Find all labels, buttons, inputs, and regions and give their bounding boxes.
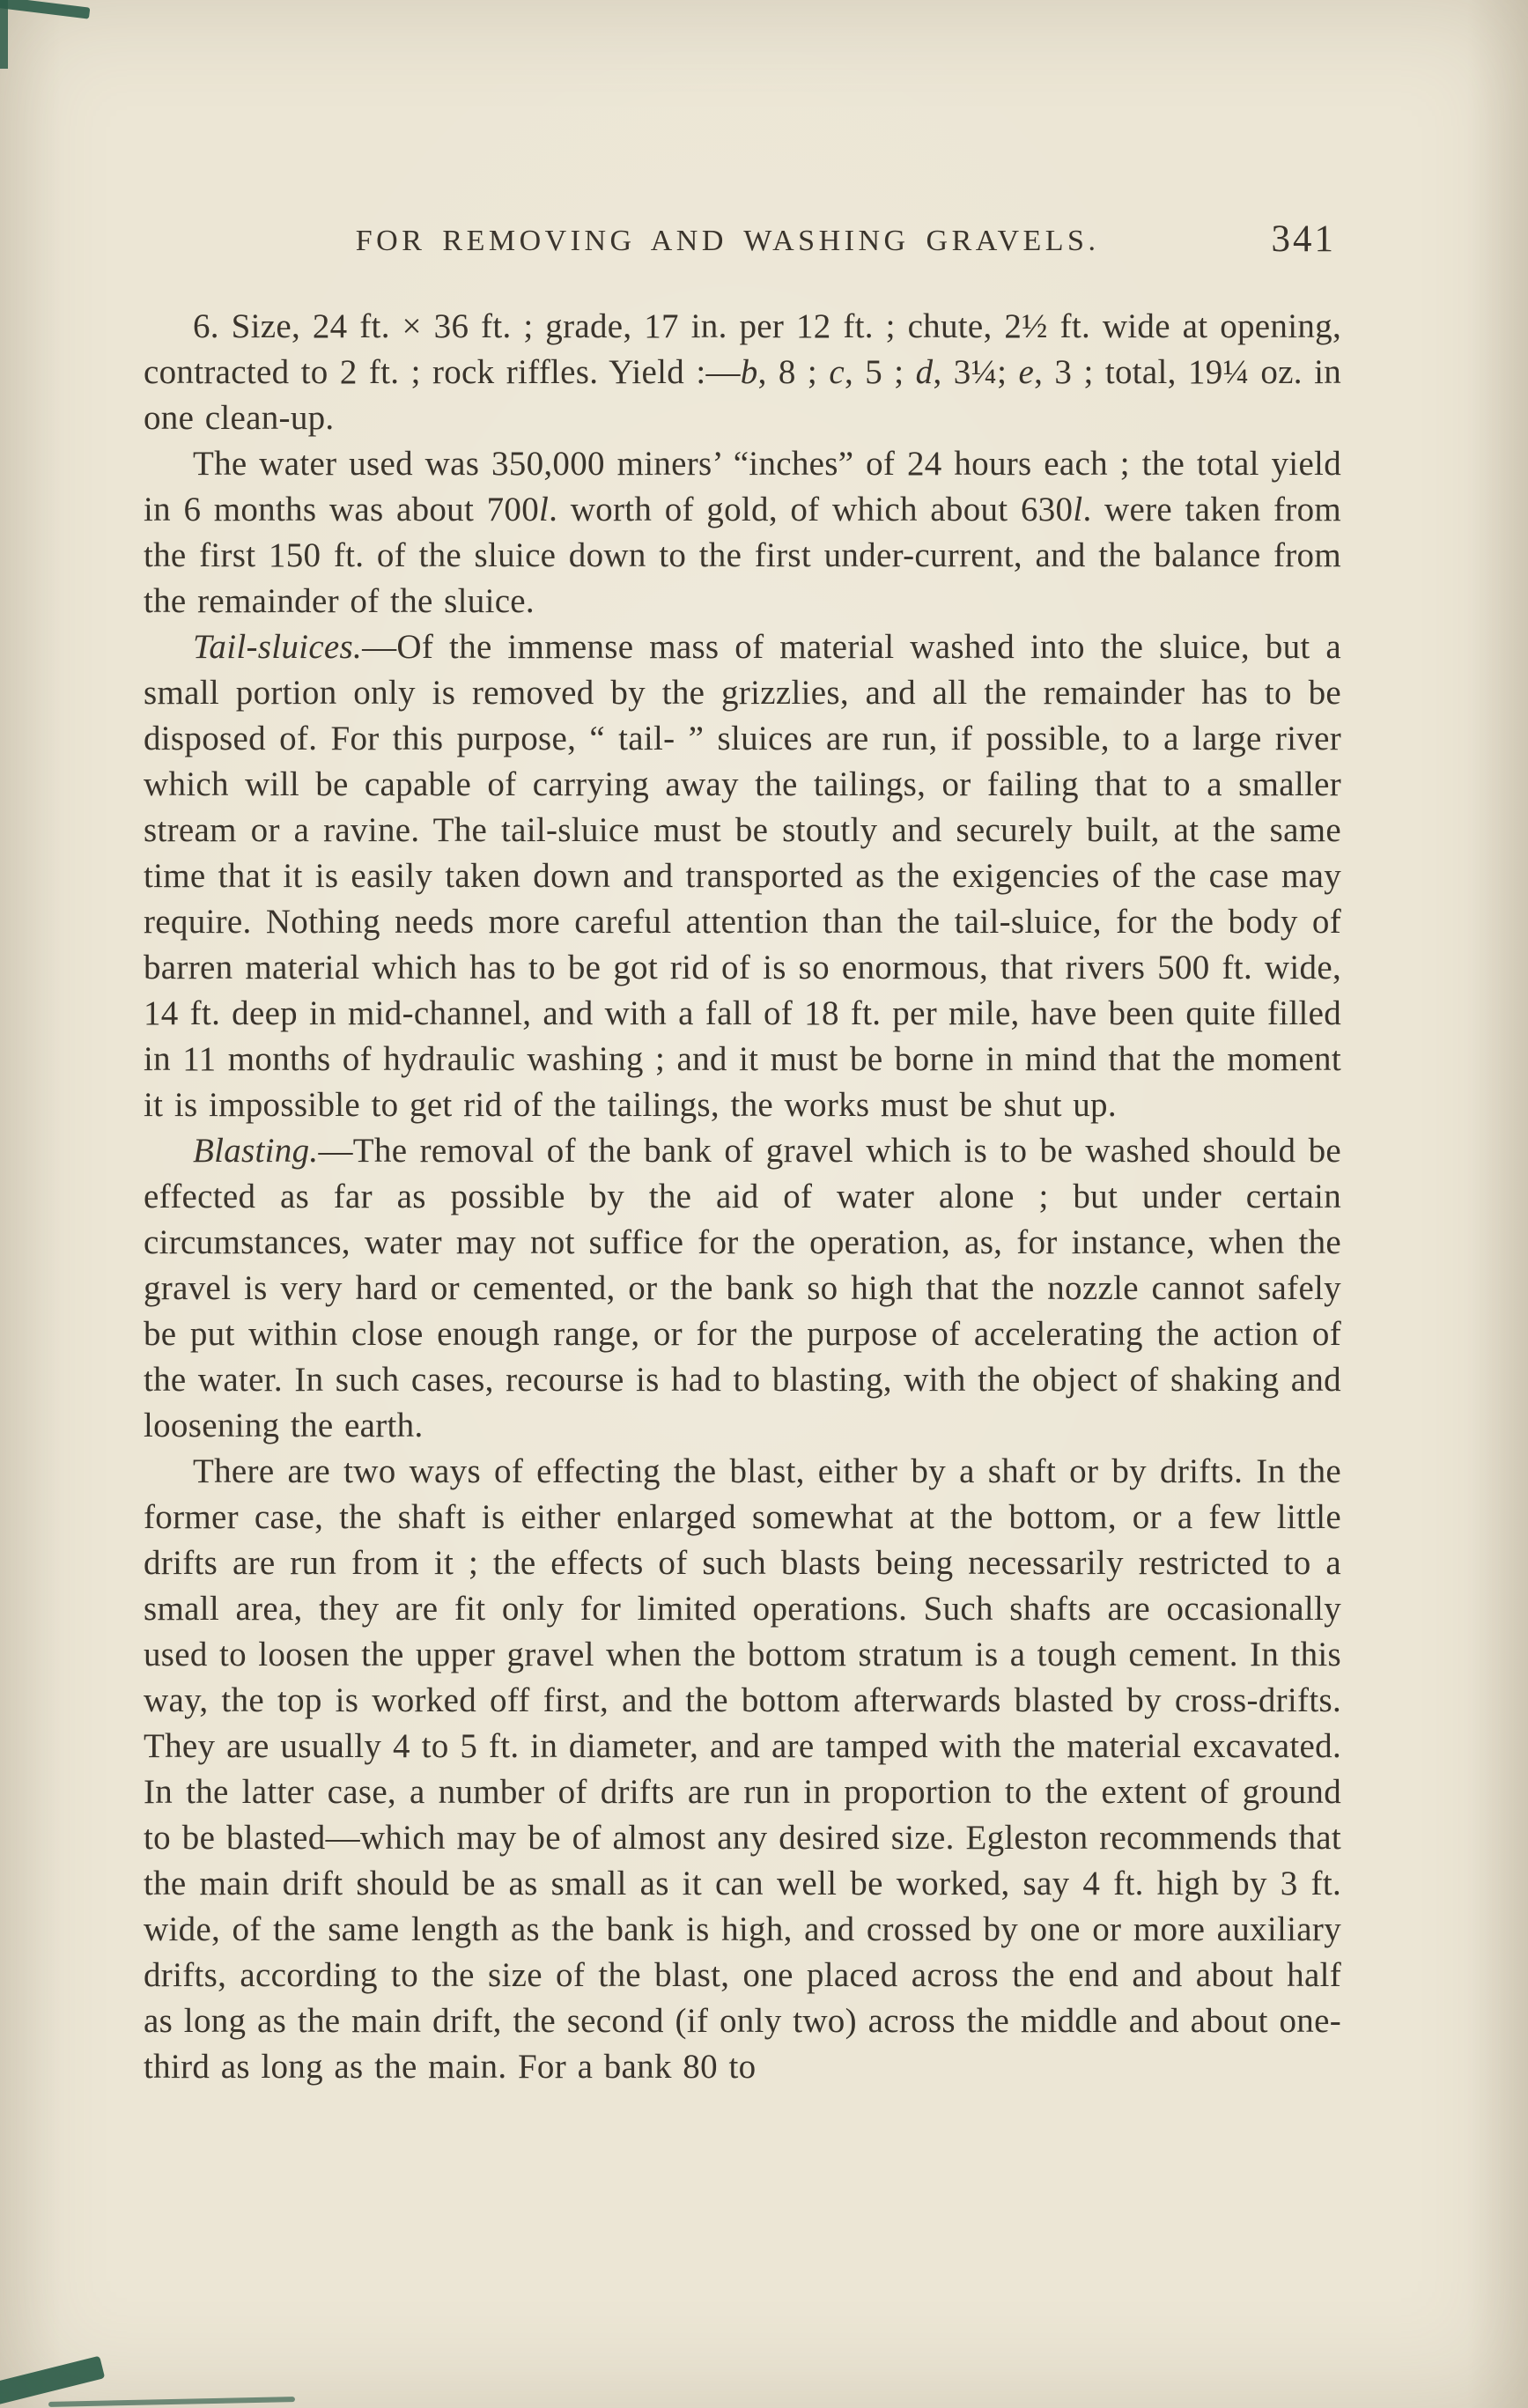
- scan-edge-mark-top-left: [0, 0, 90, 19]
- paragraph: There are two ways of effecting the blast, either by a shaft or by drifts. In the former case, the shaft is either enlarged somewhat at the bottom, or a few little drifts are run from it ; the effects of such blasts being necessarily restricted to a small area, they are fit only for limited operations. Such shafts are occasionally used to loosen the upper gravel when the bottom stratum is a tough cement. In this way, the top is worked off first, and the bottom afterwards blasted by cross-drifts. They are usually 4 to 5 ft. in diameter, and are tamped with the material excavated. In the latter case, a number of drifts are run in proportion to the extent of ground to be blasted—which may be of almost any desired size. Egleston recommends that the main drift should be as small as it can well be worked, say 4 ft. high by 3 ft. wide, of the same length as the bank is high, and crossed by one or more auxiliary drifts, according to the size of the blast, one placed across the end and about half as long as the main drift, the second (if only two) across the middle and about one-third as long as the main. For a bank 80 to: [144, 1452, 1341, 2086]
- paragraph: Blasting.—The removal of the bank of gravel which is to be washed should be effected as far as possible by the aid of water alone ; but under certain circumstances, water may not suffice for the operation, as, for instance, when the gravel is very hard or cemented, or the bank so high that the nozzle cannot safely be put within close enough range, or for the purpose of accelerating the action of the water. In such cases, recourse is had to blasting, with the object of shaking and loosening the earth.: [144, 1132, 1341, 1444]
- page-number: 341: [1271, 218, 1336, 260]
- paragraph: The water used was 350,000 miners’ “inches” of 24 hours each ; the total yield in 6 months was about 700l. worth of gold, of which about 630l. were taken from the first 150 ft. of the sluice down to the first under-current, and the balance from the remainder of the sluice.: [144, 445, 1342, 620]
- scan-edge-strip-top-left: [0, 0, 8, 69]
- paragraphs: [144, 304, 1341, 2090]
- scan-edge-line-bottom-left: [48, 2397, 295, 2407]
- page-content: [144, 216, 1341, 2090]
- running-title: FOR REMOVING AND WASHING GRAVELS.: [355, 225, 1100, 257]
- paragraph: Tail-sluices.—Of the immense mass of material washed into the sluice, but a small portion only is removed by the grizzlies, and all the remainder has to be disposed of. For this purpose, “ tail- ” sluices are run, if possible, to a large river which will be capable of carrying away the tailings, or failing that to a smaller stream or a ravine. The tail-sluice must be stoutly and securely built, at the same time that it is easily taken down and transported as the exigencies of the case may require. Nothing needs more careful attention than the tail-sluice, for the body of barren material which has to be got rid of is so enormous, that rivers 500 ft. wide, 14 ft. deep in mid-channel, and with a fall of 18 ft. per mile, have been quite filled in 11 months of hydraulic washing ; and it must be borne in mind that the moment it is impossible to get rid of the tailings, the works must be shut up.: [144, 628, 1341, 1124]
- page-header: [144, 216, 1341, 265]
- scan-edge-mark-bottom-left: [0, 2356, 105, 2406]
- paragraph: 6. Size, 24 ft. × 36 ft. ; grade, 17 in. per 12 ft. ; chute, 2½ ft. wide at opening, contracted to 2 ft. ; rock riffles. Yield :—b, 8 ; c, 5 ; d, 3¼; e, 3 ; total, 19¼ oz. in one clean-up.: [144, 307, 1342, 437]
